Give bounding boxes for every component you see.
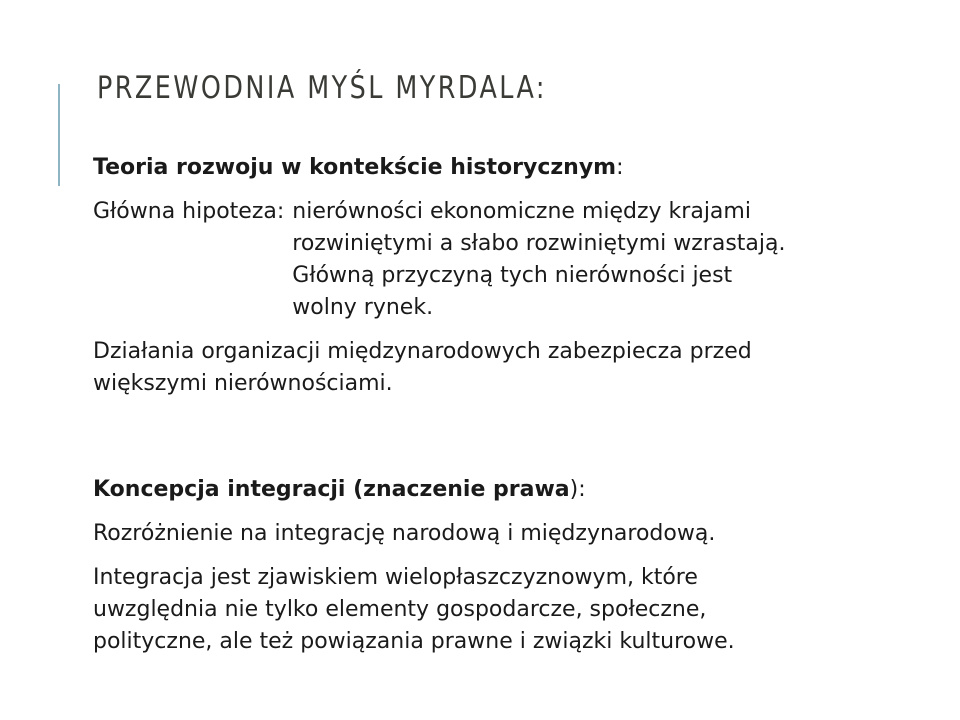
section-heading-integration — [93, 474, 943, 506]
international-organizations-paragraph — [93, 336, 943, 400]
section-heading-colon: ): — [569, 477, 586, 502]
section-heading-text: Teoria rozwoju w kontekście historycznym — [93, 155, 617, 180]
paragraph-line: polityczne, ale też powiązania prawne i związki kulturowe. — [93, 629, 735, 654]
hypothesis-text — [292, 196, 943, 324]
section-heading-development-theory — [93, 152, 943, 184]
section-heading-colon: : — [616, 155, 624, 180]
hypothesis-line: nierówności ekonomiczne między krajami — [292, 199, 751, 224]
paragraph-line: Działania organizacji międzynarodowych zabezpiecza przed — [93, 339, 752, 364]
section-heading-text: Koncepcja integracji (znaczenie prawa — [93, 477, 570, 502]
title-accent-bar — [58, 84, 60, 186]
integration-paragraph — [93, 562, 943, 658]
slide-title: PRZEWODNIA MYŚL MYRDALA: — [97, 70, 547, 106]
hypothesis-paragraph — [93, 196, 943, 324]
hypothesis-line: Główną przyczyną tych nierówności jest — [292, 263, 733, 288]
paragraph-line: większymi nierównościami. — [93, 371, 393, 396]
paragraph-line: Integracja jest zjawiskiem wielopłaszczyznowym, które — [93, 565, 698, 590]
hypothesis-line: rozwiniętymi a słabo rozwiniętymi wzrastają. — [292, 231, 786, 256]
distinction-paragraph: Rozróżnienie na integrację narodową i międzynarodową. — [93, 521, 716, 546]
hypothesis-line: wolny rynek. — [292, 295, 434, 320]
hypothesis-label: Główna hipoteza: — [93, 199, 285, 224]
paragraph-line: uwzględnia nie tylko elementy gospodarcze, społeczne, — [93, 597, 707, 622]
slide-content — [93, 152, 943, 658]
